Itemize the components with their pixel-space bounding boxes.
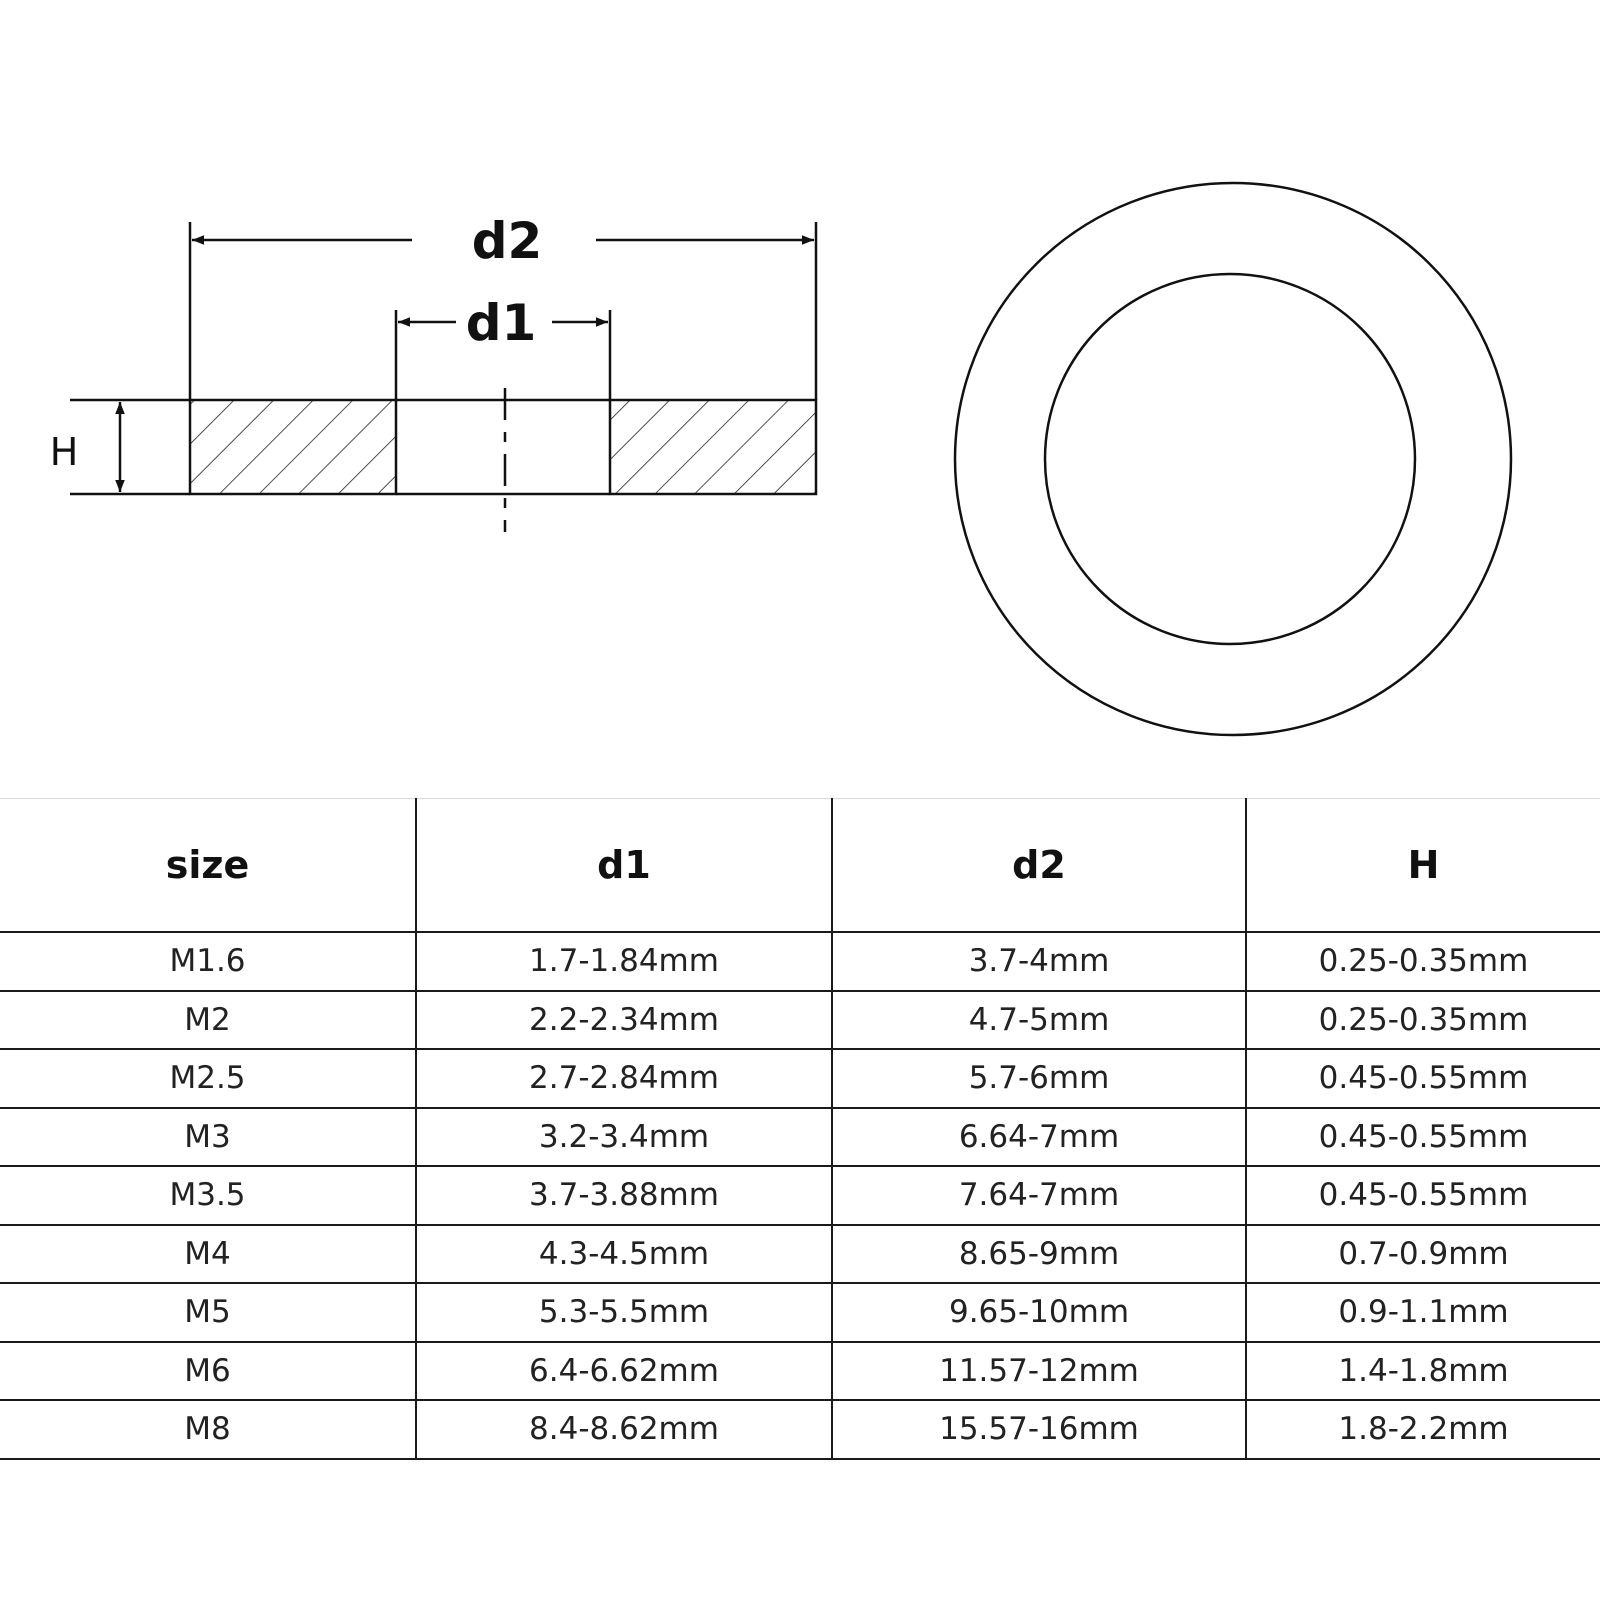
cell-h: 0.9-1.1mm [1246, 1283, 1600, 1342]
inner-circle [1045, 274, 1415, 644]
cell-d1: 3.2-3.4mm [416, 1108, 832, 1167]
cell-d1: 3.7-3.88mm [416, 1166, 832, 1225]
h-dimension-label: H [49, 430, 79, 474]
outer-circle [955, 183, 1511, 735]
cell-size: M3.5 [0, 1166, 416, 1225]
cell-h: 1.4-1.8mm [1246, 1342, 1600, 1401]
cell-d2: 9.65-10mm [832, 1283, 1246, 1342]
cell-d2: 8.65-9mm [832, 1225, 1246, 1284]
cell-d1: 4.3-4.5mm [416, 1225, 832, 1284]
header-h: H [1246, 799, 1600, 933]
table-row [0, 1225, 1600, 1284]
cell-d2: 3.7-4mm [832, 932, 1246, 991]
d2-dimension-label: d2 [471, 212, 543, 270]
header-d1: d1 [416, 799, 832, 933]
table-row [0, 1108, 1600, 1167]
section-right-material [610, 400, 816, 494]
cell-size: M2.5 [0, 1049, 416, 1108]
cell-d2: 4.7-5mm [832, 991, 1246, 1050]
table-row [0, 991, 1600, 1050]
cell-d2: 15.57-16mm [832, 1400, 1246, 1459]
cell-h: 0.45-0.55mm [1246, 1166, 1600, 1225]
cell-size: M6 [0, 1342, 416, 1401]
section-left-material [190, 400, 396, 494]
cell-h: 0.25-0.35mm [1246, 991, 1600, 1050]
header-d2: d2 [832, 799, 1246, 933]
cell-size: M2 [0, 991, 416, 1050]
cell-size: M4 [0, 1225, 416, 1284]
cell-size: M1.6 [0, 932, 416, 991]
cell-d1: 8.4-8.62mm [416, 1400, 832, 1459]
cell-d1: 6.4-6.62mm [416, 1342, 832, 1401]
cell-h: 0.45-0.55mm [1246, 1108, 1600, 1167]
table-row [0, 1283, 1600, 1342]
header-size: size [0, 799, 416, 933]
cell-h: 1.8-2.2mm [1246, 1400, 1600, 1459]
size-table-container [0, 798, 1600, 1460]
cell-d2: 7.64-7mm [832, 1166, 1246, 1225]
cell-d1: 2.7-2.84mm [416, 1049, 832, 1108]
cell-h: 0.25-0.35mm [1246, 932, 1600, 991]
table-row [0, 1342, 1600, 1401]
d1-dimension-label: d1 [465, 294, 537, 352]
table-row [0, 1400, 1600, 1459]
washer-diagram [0, 0, 1600, 790]
top-view [955, 183, 1511, 735]
cell-h: 0.45-0.55mm [1246, 1049, 1600, 1108]
cell-d2: 6.64-7mm [832, 1108, 1246, 1167]
size-table [0, 798, 1600, 1460]
cell-size: M5 [0, 1283, 416, 1342]
table-row [0, 932, 1600, 991]
table-row [0, 1049, 1600, 1108]
cross-section-view [50, 212, 816, 532]
cell-d2: 5.7-6mm [832, 1049, 1246, 1108]
cell-d2: 11.57-12mm [832, 1342, 1246, 1401]
cell-d1: 5.3-5.5mm [416, 1283, 832, 1342]
cell-h: 0.7-0.9mm [1246, 1225, 1600, 1284]
cell-d1: 2.2-2.34mm [416, 991, 832, 1050]
cell-size: M8 [0, 1400, 416, 1459]
cell-d1: 1.7-1.84mm [416, 932, 832, 991]
table-header-row [0, 799, 1600, 933]
cell-size: M3 [0, 1108, 416, 1167]
table-row [0, 1166, 1600, 1225]
